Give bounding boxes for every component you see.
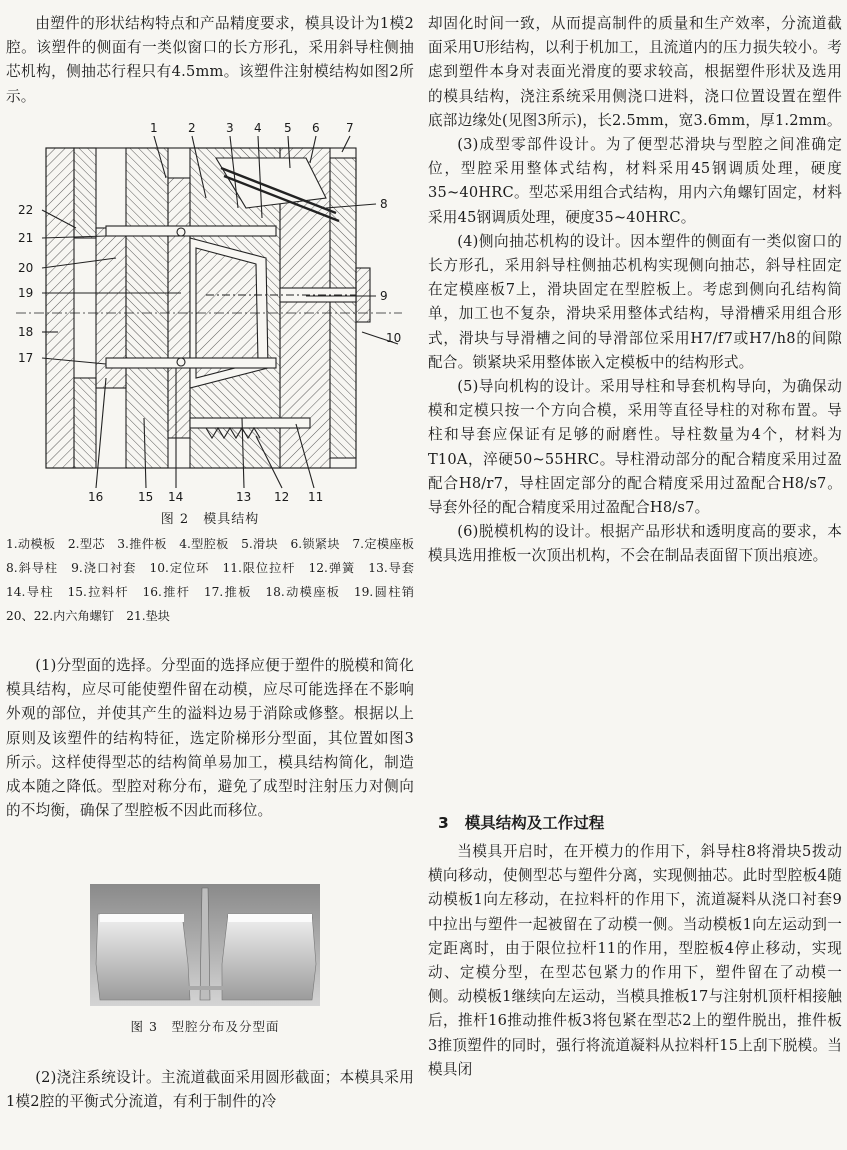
para-guide-mechanism: (5)导向机构的设计。采用导柱和导套机构导向，为确保动模和定模只按一个方向合模，采用等直径导柱的对称布置。导柱和导套应保证有足够的耐磨性。导柱数量为4个，材料为T10A，淬硬50~55HRC。导柱滑动部分的配合精度采用过盈配合H8/r7，导柱固定部分的配合精度采用过盈配合H8/s7。导套外径的配合精度采用过盈配合H8/s7。 — [428, 378, 842, 517]
fig2-label-5: 5 — [284, 121, 292, 135]
mold-structure-drawing — [6, 118, 412, 504]
fig2-label-17: 17 — [18, 351, 34, 365]
fig2-label-7: 7 — [346, 121, 354, 135]
fig2-label-20: 20 — [18, 261, 34, 275]
fig2-label-1: 1 — [150, 121, 158, 135]
para-molding-parts: (3)成型零部件设计。为了便型芯滑块与型腔之间准确定位，型腔采用整体式结构，材料采用45钢调质处理，硬度35~40HRC。型芯采用组合式结构，用内六角螺钉固定，材料采用45钢调质处理，硬度35~40HRC。 — [428, 136, 842, 226]
left-column-body — [6, 654, 414, 823]
fig2-label-18: 18 — [18, 325, 34, 339]
para-gating-system: (2)浇注系统设计。主流道截面采用圆形截面；本模具采用1模2腔的平衡式分流道，有利于制件的冷 — [6, 1069, 414, 1111]
fig2-label-10: 10 — [386, 331, 402, 345]
section-title: 模具结构及工作过程 — [464, 814, 605, 832]
para-side-core-pulling: (4)侧向抽芯机构的设计。因本塑件的侧面有一类似窗口的长方形孔，采用斜导柱侧抽芯机构实现侧向抽芯，斜导柱固定在定模座板7上，滑块固定在型腔板上。考虑到侧向孔结构简单，加工也不复杂，滑块采用整体式结构，导滑槽采用组合形式，滑块与导滑槽之间的导滑部位采用H7/f7或H7/h8的间隙配合。锁紧块采用整体嵌入定模板中的结构形式。 — [428, 232, 842, 371]
fig2-label-3: 3 — [226, 121, 234, 135]
left-column-tail — [6, 1066, 414, 1114]
left-column — [6, 0, 414, 109]
section-heading — [438, 811, 620, 833]
fig2-label-11: 11 — [308, 490, 324, 504]
fig2-label-2: 2 — [188, 121, 196, 135]
para-ejection-mechanism: (6)脱模机构的设计。根据产品形状和透明度高的要求，本模具选用推板一次顶出机构，不会在制品表面留下顶出痕迹。 — [428, 523, 842, 565]
right-column-section3 — [428, 840, 842, 1082]
cavity-layout-figure — [90, 884, 320, 1006]
fig2-label-12: 12 — [274, 490, 290, 504]
para-intro: 由塑件的形状结构特点和产品精度要求，模具设计为1模2腔。该塑件的侧面有一类似窗口的长方形孔，采用斜导柱侧抽芯机构，侧抽芯行程只有4.5mm。该塑件注射模结构如图2所示。 — [6, 15, 414, 105]
fig2-label-9: 9 — [380, 289, 388, 303]
fig2-label-21: 21 — [18, 231, 34, 245]
para-gating-continued: 却固化时间一致，从而提高制件的质量和生产效率，分流道截面采用U形结构，以利于机加工，且流道内的压力损失较小。考虑到塑件本身对表面光滑度的要求较高，根据塑件形状及选用的模具结构，浇注系统采用侧浇口进料，浇口位置设置在塑件底部边缘处(见图3所示)，长2.5mm，宽3.6mm，厚1.2mm。 — [428, 15, 842, 129]
fig2-label-22: 22 — [18, 203, 34, 217]
section-number: 3 — [438, 814, 449, 832]
fig2-label-13: 13 — [236, 490, 252, 504]
fig2-label-14: 14 — [168, 490, 184, 504]
fig2-label-8: 8 — [380, 197, 388, 211]
fig2-legend: 1.动模板 2.型芯 3.推件板 4.型腔板 5.滑块 6.锁紧块 7.定模座板 8.斜导柱 9.浇口衬套 10.定位环 11.限位拉杆 12.弹簧 13.导套 14.导柱 15.拉料杆 16.推杆 17.推板 18.动模座板 19.圆柱销 20、22.内六角螺钉 21.垫块 — [6, 537, 427, 623]
fig2-label-15: 15 — [138, 490, 154, 504]
para-parting-surface: (1)分型面的选择。分型面的选择应便于塑件的脱模和简化模具结构，应尽可能使塑件留在动模，应尽可能选择在不影响外观的部位，并使其产生的溢料边易于消除或修整。根据以上原则及该塑件的结构特征，选定阶梯形分型面，其位置如图3所示。这样使得型芯的结构简单易加工，模具结构简化，制造成本随之降低。型腔对称分布，避免了成型时注射压力对侧向的不均衡，确保了型腔板不因此而移位。 — [6, 657, 414, 820]
fig2-caption: 图 2 模具结构 — [160, 512, 260, 527]
fig2-label-19: 19 — [18, 286, 34, 300]
para-working-process: 当模具开启时，在开模力的作用下，斜导柱8将滑块5拨动横向移动，使侧型芯与塑件分离，实现侧抽芯。此时型腔板4随动模板1向左移动，在拉料杆的作用下，流道凝料从浇口衬套9中拉出与塑件一起被留在了动模一侧。当动模板1向左运动到一定距离时，由于限位拉杆11的作用，型腔板4停止移动，实现动、定模分型，在型芯包紧力的作用下，塑件留在了动模一侧。动模板1继续向左运动，当模具推板17与注射机顶杆相接触后，推杆16推动推件板3将包紧在型芯2上的塑件脱出，推件板3推顶塑件的同时，强行将流道凝料从拉料杆15上刮下脱模。当模具闭 — [428, 843, 842, 1078]
right-column — [428, 12, 842, 569]
fig3-caption: 图 3 型腔分布及分型面 — [130, 1019, 280, 1034]
fig2-label-16: 16 — [88, 490, 104, 504]
fig2-label-6: 6 — [312, 121, 320, 135]
fig2-label-4: 4 — [254, 121, 262, 135]
